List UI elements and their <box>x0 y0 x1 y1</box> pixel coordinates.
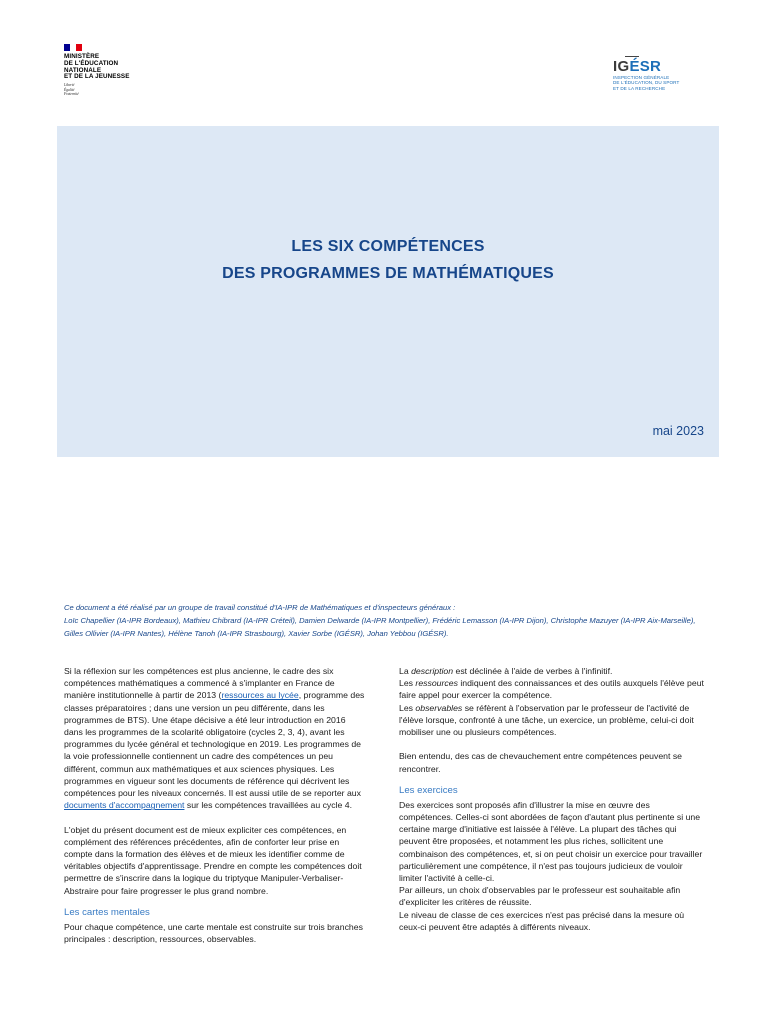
right-column <box>399 665 704 933</box>
text-run: indiquent des connaissances et des outils auxquels l'élève peut faire appel pour exercer la compétence. <box>399 678 704 701</box>
igesr-wordmark-part1: IG <box>613 58 630 75</box>
text-run: se réfèrent à l'observation par le professeur de l'activité de l'élève lorsque, confronté à une tâche, un exercice, un problème, celui-ci doit mobiliser une ou plusieurs compétences. <box>399 702 694 738</box>
authors-credits <box>64 601 714 640</box>
document-title-line1: LES SIX COMPÉTENCES <box>291 238 485 255</box>
ministry-name-line: ET DE LA JEUNESSE <box>64 73 130 81</box>
overlap-paragraph: Bien entendu, des cas de chevauchement entre compétences peuvent se rencontrer. <box>399 751 683 774</box>
ministry-logo <box>64 44 154 96</box>
french-flag-icon <box>64 44 82 51</box>
document-title-line2: DES PROGRAMMES DE MATHÉMATIQUES <box>222 265 554 282</box>
emphasis-observables: observables <box>415 702 463 713</box>
observables-paragraph <box>399 702 704 739</box>
exercices-paragraph: Des exercices sont proposés afin d'illustrer la mise en œuvre des compétences. Celles-ci sont abordées de façon d'autant plus pertinente si une certaine marge d'initiative est laissée à l'élève. La plupart des tâches qui peuvent être proposées, et notamment les plus riches, sollicitent une combinaison des compétences, et, si on peut choisir un exercice pour travailler particulièrement une compétence, il n'est pas toujours judicieux de vouloir limiter l'activité à celle-ci. <box>399 799 703 884</box>
motto-word: Fraternité <box>64 92 79 96</box>
text-run: sur les compétences travaillées au cycle 4. <box>184 800 353 811</box>
section-heading-cartes-mentales: Les cartes mentales <box>64 906 150 918</box>
observables-choice-paragraph: Par ailleurs, un choix d'observables par le professeur est souhaitable afin d'expliciter les critères de réussite. <box>399 885 681 908</box>
section-heading-exercices: Les exercices <box>399 784 458 796</box>
objective-paragraph: L'objet du présent document est de mieux expliciter ces compétences, en complément des références précédentes, afin de conforter leur prise en compte dans la formation des élèves et de mieux les identifier comme de véritables objectifs d'apprentissage. Prendre en compte les compétences doit permettre de s'inscrire dans la logique du triptyque Manipuler-Verbaliser-Abstraire pour faire progresser le plus grand nombre. <box>64 824 362 896</box>
credits-intro: Ce document a été réalisé par un groupe de travail constitué d'IA-IPR de Mathématiques et d'inspecteurs généraux : <box>64 603 456 612</box>
emphasis-ressources: ressources <box>415 678 458 689</box>
left-column <box>64 665 366 945</box>
text-run: Les <box>399 702 416 713</box>
igesr-logo <box>613 56 723 91</box>
intro-paragraph <box>64 665 366 811</box>
ministry-name-line: MINISTÈRE <box>64 53 100 60</box>
motto-word: Égalité <box>64 87 75 92</box>
republic-motto <box>64 83 154 96</box>
title-band <box>57 126 719 457</box>
text-run: Si la réflexion sur les compétences est plus ancienne, le cadre des six compétences mathématiques a commencé à s'implanter en France de manière institutionnelle à partir de 2013 ( <box>64 666 335 701</box>
credits-authors: Loïc Chapellier (IA-IPR Bordeaux), Mathieu Chibrard (IA-IPR Créteil), Damien Delwarde (IA-IPR Montpellier), Frédéric Lemasson (IA-IPR Dijon), Christophe Mazuyer (IA-IPR Aix-Marseille), Gilles Ollivier (IA-IPR Nantes), Hélène Tanoh (IA-IPR Strasbourg), Xavier Sorbe (IGÉSR), Johan Yebbou (IGÉSR). <box>64 616 696 638</box>
igesr-subtitle-line: DE L'ÉDUCATION, DU SPORT <box>613 80 680 86</box>
cartes-mentales-paragraph: Pour chaque compétence, une carte mentale est construite sur trois branches principales : description, ressources, observables. <box>64 921 363 945</box>
igesr-subtitle-line: ET DE LA RECHERCHE <box>613 85 666 91</box>
ministry-name-line: DE L'ÉDUCATION <box>64 59 119 67</box>
ressources-paragraph <box>399 677 704 701</box>
text-run: est déclinée à l'aide de verbes à l'infinitif. <box>453 666 613 676</box>
documents-accompagnement-link[interactable]: documents d'accompagnement <box>64 800 185 811</box>
igesr-wordmark <box>613 58 723 75</box>
description-paragraph <box>399 665 704 677</box>
class-level-paragraph: Le niveau de classe de ces exercices n'est pas précisé dans la mesure où ceux-ci peuvent être adaptés à différents niveaux. <box>399 909 685 932</box>
publication-date: mai 2023 <box>652 424 704 438</box>
text-run: Les <box>399 678 416 689</box>
text-run: La <box>399 666 412 676</box>
igesr-subtitle-line: INSPECTION GÉNÉRALE <box>613 75 670 80</box>
ressources-lycee-link[interactable]: ressources au lycée <box>221 690 299 701</box>
igesr-wordmark-part2: ÉSR <box>629 58 662 75</box>
igesr-accent-bar <box>625 56 639 57</box>
motto-word: Liberté <box>64 83 75 88</box>
text-run: , programme des classes préparatoires ; dans une version un peu différente, dans les programmes de BTS). Une étape décisive a été leur introduction en 2016 dans les programmes de la scolarité obligatoire (cycles 2, 3, 4), avant les programmes du lycée général et technologique en 2019. Les programmes de la voie professionnelle contiennent un cadre des compétences un peu différent, commun aux mathématiques et aux sciences physiques. Les programmes en vigueur sont les documents de référence qui décrivent les compétences pour les niveaux concernés. Il est aussi utile de se reporter aux <box>64 690 365 799</box>
ministry-name-line: NATIONALE <box>64 66 102 74</box>
emphasis-description: description <box>411 666 454 676</box>
